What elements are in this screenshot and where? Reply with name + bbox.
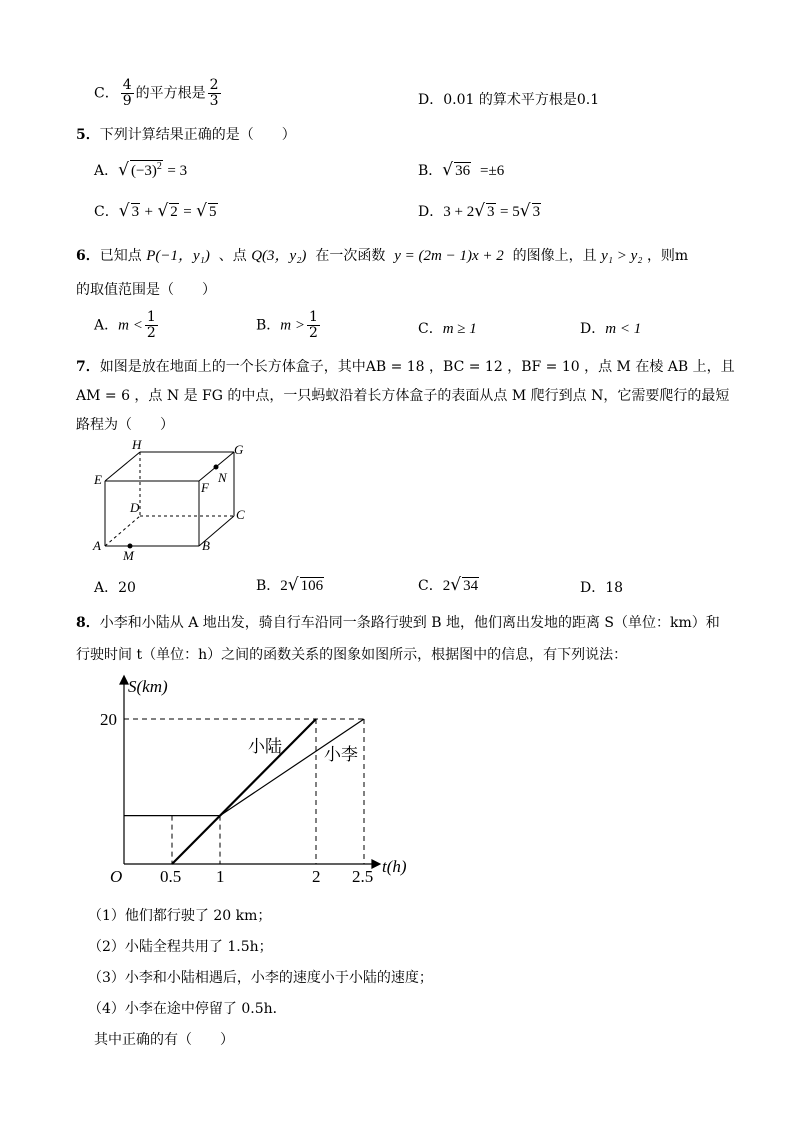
- q8-statement-1: （1）他们都行驶了 20 km；: [88, 908, 272, 924]
- label-g: G: [234, 442, 244, 457]
- cuboid-figure: [88, 436, 258, 566]
- y-axis-arrow: [120, 676, 128, 684]
- q6-stem-line1: 6．已知点 P(−1，y₁) 、点 Q(3，y₂) 在一次函数 y = (2m − 1)x + 2 的图像上，且 y₁ > y₂ ，则m: [76, 248, 689, 264]
- x-tick-2: 2: [312, 867, 321, 886]
- q5-option-a: A．√ $(-3)^2 = 3$: [94, 160, 188, 180]
- q7-option-c: C．2√ 34: [418, 575, 479, 595]
- q7-option-b: B．2√ 106: [256, 575, 324, 595]
- q6-option-b: B．m > $\frac{1}{2}$: [256, 309, 318, 341]
- x-tick-2-5: 2.5: [352, 867, 374, 886]
- label-b: B: [202, 538, 210, 553]
- series-label-xiaolu: 小陆: [248, 737, 282, 756]
- x-tick-0-5: 0.5: [160, 867, 182, 886]
- q7-option-d: D．18: [580, 580, 624, 596]
- label-a: A: [93, 538, 101, 553]
- q7-stem-line1: 7．如图是放在地面上的一个长方体盒子，其中AB = 18 ，BC = 12 ，BF = 10 ，点 M 在棱 AB 上，且: [76, 359, 735, 375]
- point-n: [214, 465, 219, 470]
- x-tick-1: 1: [216, 867, 225, 886]
- label-n: N: [218, 470, 227, 485]
- x-axis-label: t(h): [382, 857, 407, 876]
- q4-option-d: D．0.01 的算术平方根是0.1: [418, 92, 600, 108]
- label-m: M: [123, 548, 134, 563]
- y-tick-20: 20: [100, 710, 117, 729]
- q7-stem-line3: 路程为（ ）: [76, 417, 174, 433]
- y-axis-label: S(km): [128, 677, 168, 696]
- series-label-xiaoli: 小李: [324, 745, 358, 764]
- label-d: D: [130, 500, 140, 515]
- q7-stem-line2: AM = 6 ，点 N 是 FG 的中点，一只蚂蚁沿着长方体盒子的表面从点 M 爬行到点 N，它需要爬行的最短: [76, 388, 730, 404]
- q8-ask: 其中正确的有（ ）: [94, 1032, 234, 1048]
- q6-stem-line2: 的取值范围是（ ）: [76, 282, 216, 298]
- q5-option-b: B．√ 36 =±6: [418, 160, 505, 180]
- q6-option-a: A．m < $\frac{1}{2}$: [94, 309, 156, 341]
- q8-stem-line1: 8．小李和小陆从 A 地出发，骑自行车沿同一条路行驶到 B 地，他们离出发地的距离 S（单位：km）和: [76, 615, 720, 631]
- q6-option-d: D．m < 1: [580, 321, 642, 337]
- q5-stem: 5．下列计算结果正确的是（ ）: [76, 127, 296, 143]
- q8-statement-2: （2）小陆全程共用了 1.5h；: [88, 939, 273, 955]
- q8-statement-3: （3）小李和小陆相遇后，小李的速度小于小陆的速度；: [88, 970, 433, 986]
- distance-time-chart: [100, 672, 420, 890]
- origin-label: O: [110, 867, 123, 886]
- q5-option-d: D．3 + 2√ 3 = 5√ 3: [418, 201, 541, 221]
- label-f: F: [201, 480, 209, 495]
- label-e: E: [94, 472, 102, 487]
- q8-statement-4: （4）小李在途中停留了 0.5h．: [88, 1001, 287, 1017]
- label-h: H: [132, 437, 142, 452]
- q6-option-c: C．m ≥ 1: [418, 321, 477, 337]
- q4-option-c: C． $\frac{4}{9}$ 的平方根是 $\frac{2}{3}$: [94, 77, 219, 109]
- series-line-xiaoli: [124, 719, 364, 816]
- q8-stem-line2: 行驶时间 t（单位：h）之间的函数关系的图象如图所示，根据图中的信息，有下列说法：: [76, 647, 628, 663]
- q5-option-c: C．√ 3 + √ 2 = √ 5: [94, 201, 217, 221]
- q7-option-a: A．20: [94, 580, 136, 596]
- label-c: C: [236, 507, 245, 522]
- series-line-xiaolu: [172, 719, 316, 864]
